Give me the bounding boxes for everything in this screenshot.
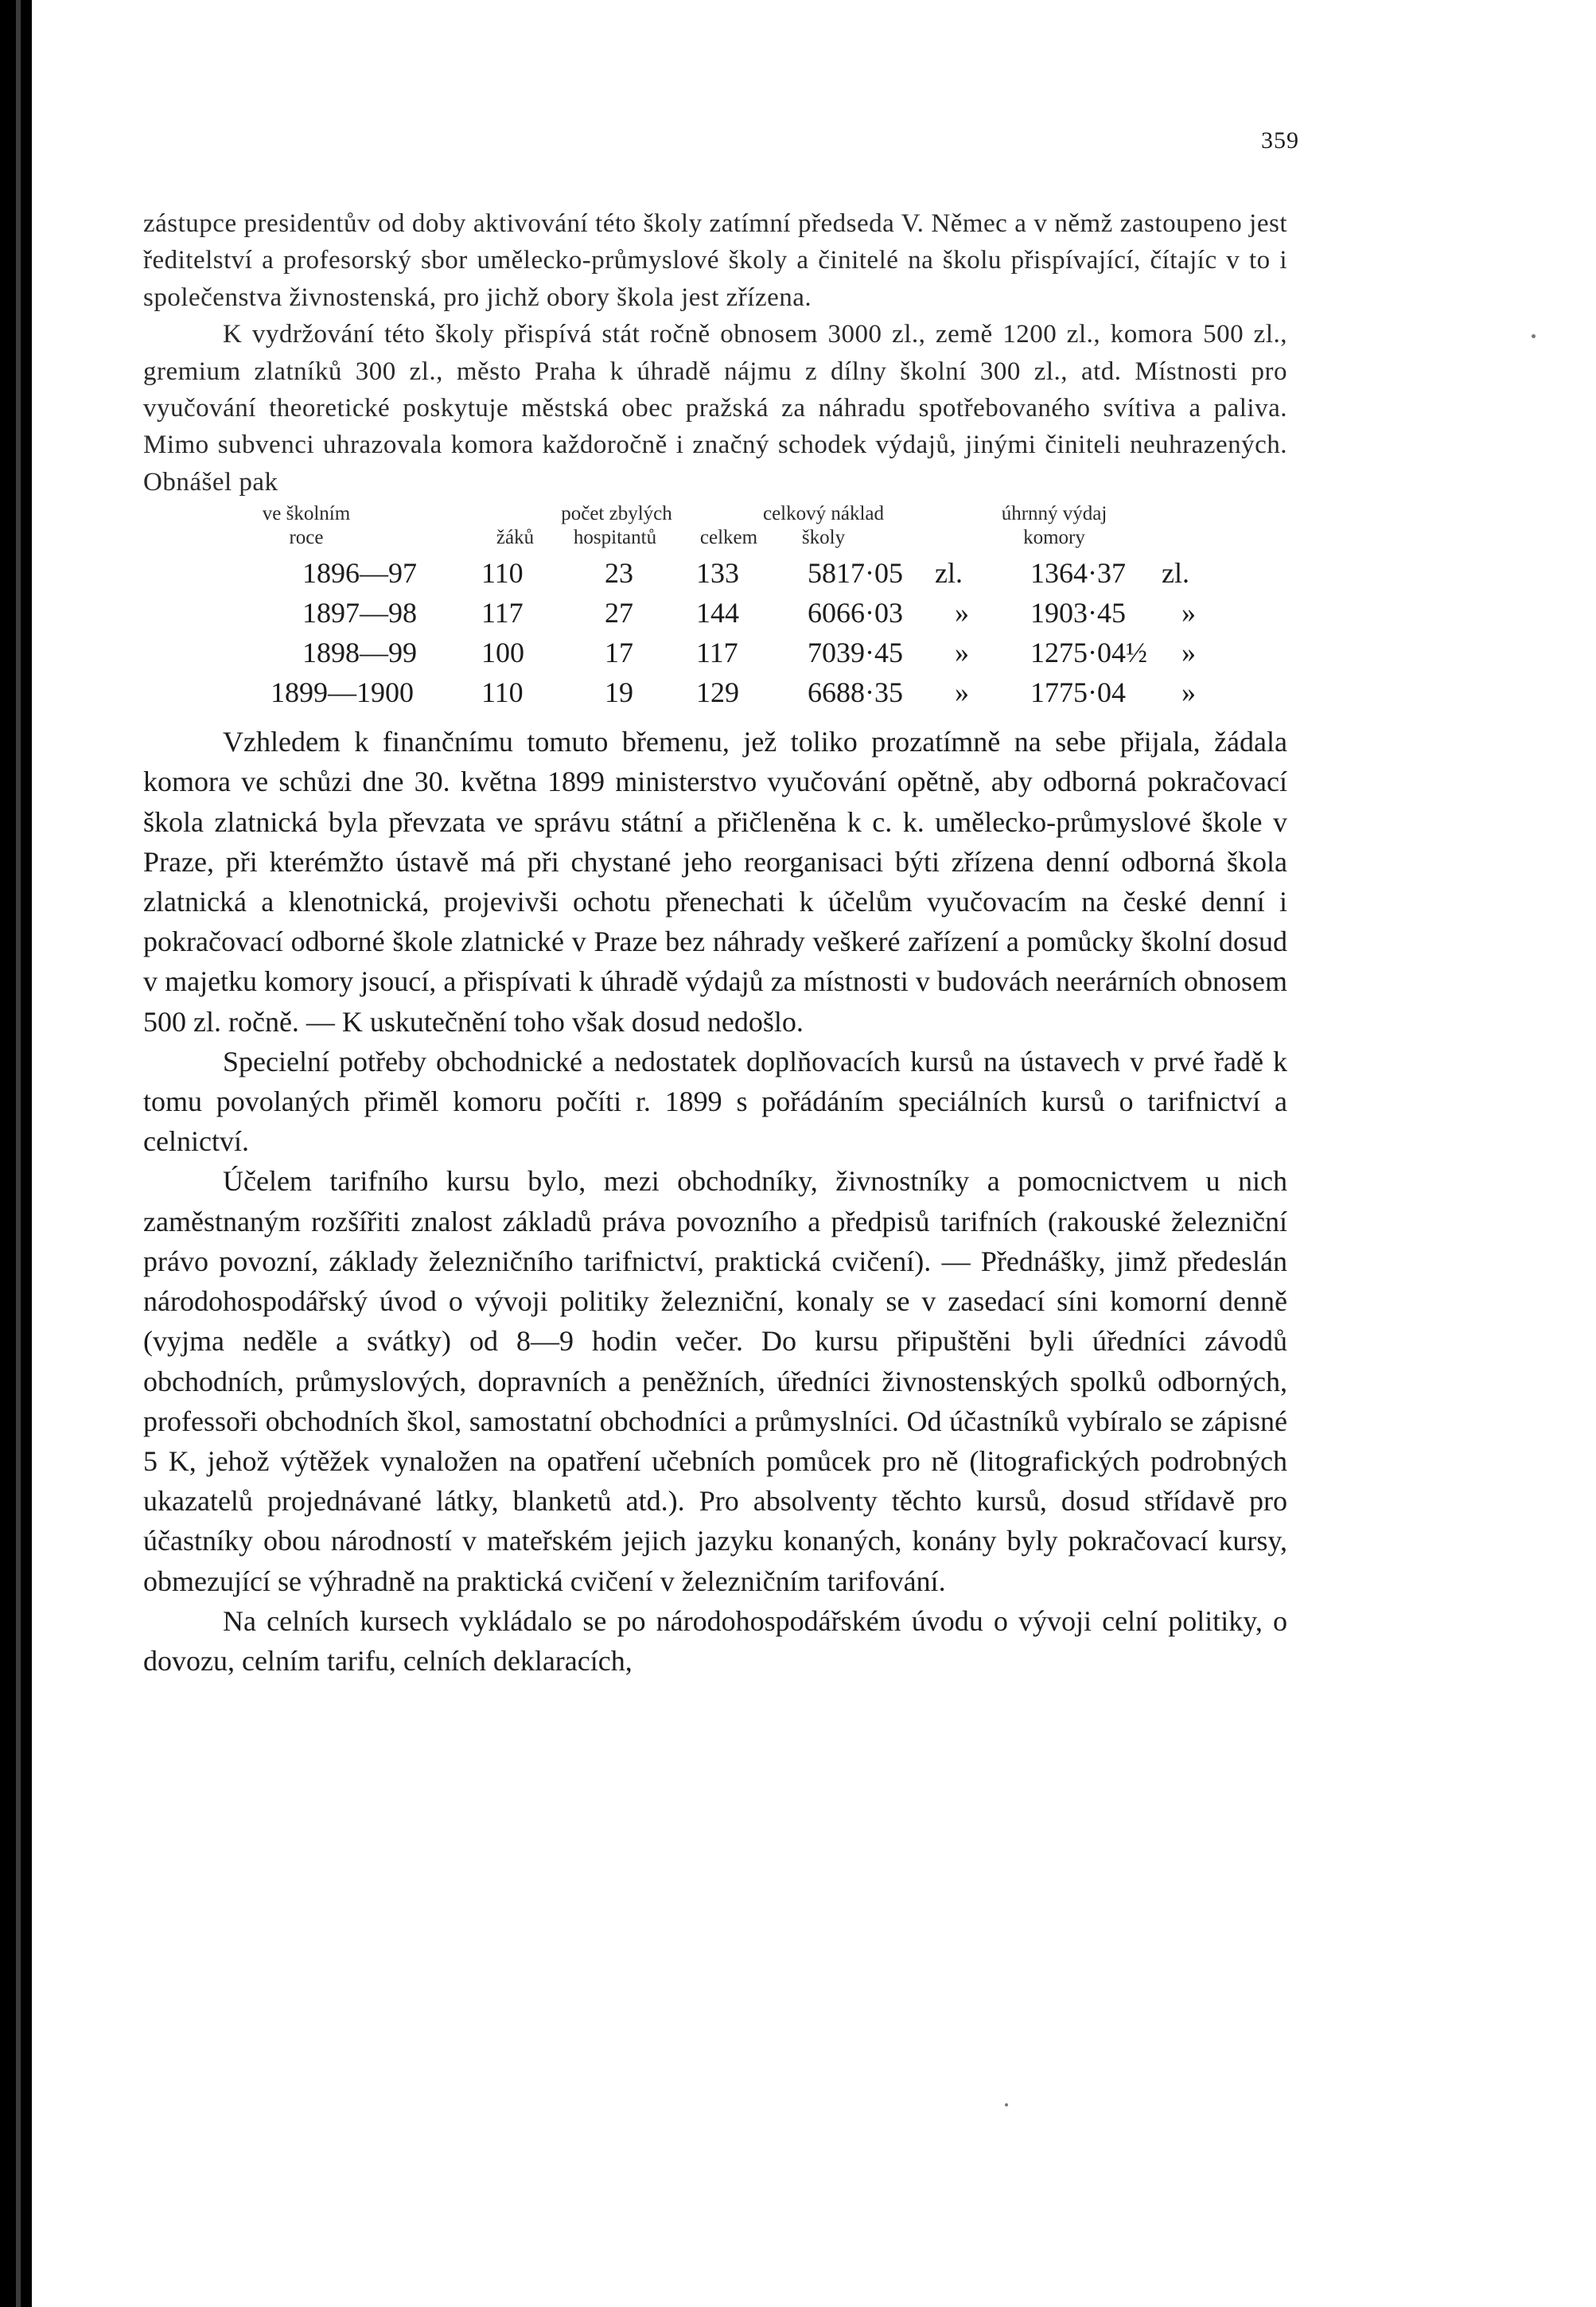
table-row — [143, 672, 1287, 712]
cell-cost-unit: zl. — [935, 557, 963, 590]
header-chamber-expense: úhrnný výdaj komory — [1001, 503, 1107, 549]
cell-guests: 23 — [605, 557, 633, 590]
cell-guests: 27 — [605, 597, 633, 629]
cell-cost: 6688·35 — [808, 676, 903, 709]
cell-guests: 19 — [605, 676, 633, 709]
cell-year: 1898—99 — [302, 637, 417, 669]
cell-cost-unit: » — [955, 597, 969, 629]
header-school-cost: celkový náklad školy — [762, 503, 885, 549]
cell-year: 1899—1900 — [271, 676, 414, 709]
header-pupils: žáků — [496, 527, 535, 549]
header-remaining-count: počet zbylých — [561, 503, 672, 525]
cell-year: 1897—98 — [302, 597, 417, 629]
cell-expense: 1775·04 — [1030, 676, 1126, 709]
cell-cost-unit: » — [955, 676, 969, 709]
page-content — [143, 205, 1287, 1681]
cell-cost-unit: » — [955, 637, 969, 669]
header-total: celkem — [699, 527, 758, 549]
paragraph-6: Na celních kursech vykládalo se po národohospodářském úvodu o vývoji celní politiky, o dovozu, celním tarifu, celních deklaracích, — [143, 1604, 1287, 1677]
cell-pupils: 117 — [481, 597, 524, 629]
speck-mark — [1532, 334, 1536, 338]
cell-total: 144 — [696, 597, 739, 629]
cell-guests: 17 — [605, 637, 633, 669]
paragraph-4: Specielní potřeby obchodnické a nedostatek doplňovacích kursů na ústavech v prvé řadě k tomu povolaných přiměl komoru počíti r. 1899 s pořádáním speciálních kursů o tarifnictví a celnictví. — [143, 1045, 1287, 1158]
paragraph-2: K vydržování této školy přispívá stát ročně obnosem 3000 zl., země 1200 zl., komora 500 zl., gremium zlatníků 300 zl., město Praha k úhradě nájmu z dílny školní 300 zl., atd. Místnosti pro vyučování theoretické poskytuje městská obec pražská za náhradu spotřebovaného svítiva a paliva. Mimo subvenci uhrazovala komora každoročně i značný schodek výdajů, jinými činiteli neuhrazených. Obnášel pak — [143, 320, 1287, 497]
cell-expense-unit: » — [1181, 676, 1196, 709]
header-guests: hospitantů — [573, 527, 657, 549]
cell-expense: 1275·04½ — [1030, 637, 1147, 669]
cell-cost: 7039·45 — [808, 637, 903, 669]
cell-expense: 1903·45 — [1030, 597, 1126, 629]
table-row — [143, 553, 1287, 593]
cell-cost: 5817·05 — [808, 557, 903, 590]
cell-expense: 1364·37 — [1030, 557, 1126, 590]
cell-pupils: 100 — [481, 637, 524, 669]
header-school-year: ve školním roce — [262, 503, 351, 549]
table-row — [143, 593, 1287, 633]
cell-pupils: 110 — [481, 676, 524, 709]
paragraph-1: zástupce presidentův od doby aktivování této školy zatímní předseda V. Němec a v němž zastoupeno jest ředitelství a profesorský sbor umělecko-průmyslové školy a činitelé na školu přispívající, čítajíc v to i společenstva živnostenská, pro jichž obory škola jest zřízena. — [143, 209, 1287, 312]
cell-expense-unit: » — [1181, 637, 1196, 669]
cell-total: 133 — [696, 557, 739, 590]
paragraph-5: Účelem tarifního kursu bylo, mezi obchodníky, živnostníky a pomocnictvem u nich zaměstnaným rozšířiti znalost základů práva povozního a předpisů tarifních (rakouské železniční právo povozní, základy železničního tarifnictví, praktická cvičení). — Přednášky, jimž předeslán národohospodářský úvod o vývoji politiky železniční, konaly se v zasedací síni komorní denně (vyjma neděle a svátky) od 8—9 hodin večer. Do kursu připuštěni byli úředníci závodů obchodních, průmyslových, dopravních a peněžních, úředníci živnostenských spolků odborných, professoři obchodních škol, samostatní obchodníci a průmyslníci. Od účastníků vybíralo se zápisné 5 K, jehož výtěžek vynaložen na opatření učebních pomůcek pro ně (litografických podrobných ukazatelů projednávané látky, blanketů atd.). Pro absolventy těchto kursů, dosud střídavě pro účastníky obou národností v mateřském jejich jazyku konaných, konány byly pokračovací kursy, obmezující se výhradně na praktická cvičení v železničním tarifování. — [143, 1165, 1287, 1597]
table-row — [143, 633, 1287, 672]
cell-expense-unit: zl. — [1162, 557, 1189, 590]
cell-expense-unit: » — [1181, 597, 1196, 629]
cell-total: 117 — [696, 637, 738, 669]
cell-total: 129 — [696, 676, 739, 709]
speck-mark — [1005, 2103, 1008, 2106]
page-number: 359 — [1261, 127, 1299, 154]
cell-cost: 6066·03 — [808, 597, 903, 629]
paragraph-3: Vzhledem k finančnímu tomuto břemenu, jež toliko prozatímně na sebe přijala, žádala komora ve schůzi dne 30. května 1899 ministerstvo vyučování opětně, aby odborná pokračovací škola zlatnická byla převzata ve správu státní a přičleněna k c. k. umělecko-průmyslové škole v Praze, při kterémžto ústavě má při chystané jeho reorganisaci býti zřízena denní odborná škola zlatnická a klenotnická, projevivši ochotu přenechati k účelům vyučovacím na české denní i pokračovací odborné škole zlatnické v Praze bez náhrady veškeré zařízení a pomůcky školní dosud v majetku komory jsoucí, a přispívati k úhradě výdajů za místnosti v budovách neerárních obnosem 500 zl. ročně. — K uskutečnění toho však dosud nedošlo. — [143, 726, 1287, 1038]
cell-year: 1896—97 — [302, 557, 417, 590]
page-edge-shadow — [16, 0, 21, 2307]
cell-pupils: 110 — [481, 557, 524, 590]
costs-table — [143, 502, 1287, 717]
